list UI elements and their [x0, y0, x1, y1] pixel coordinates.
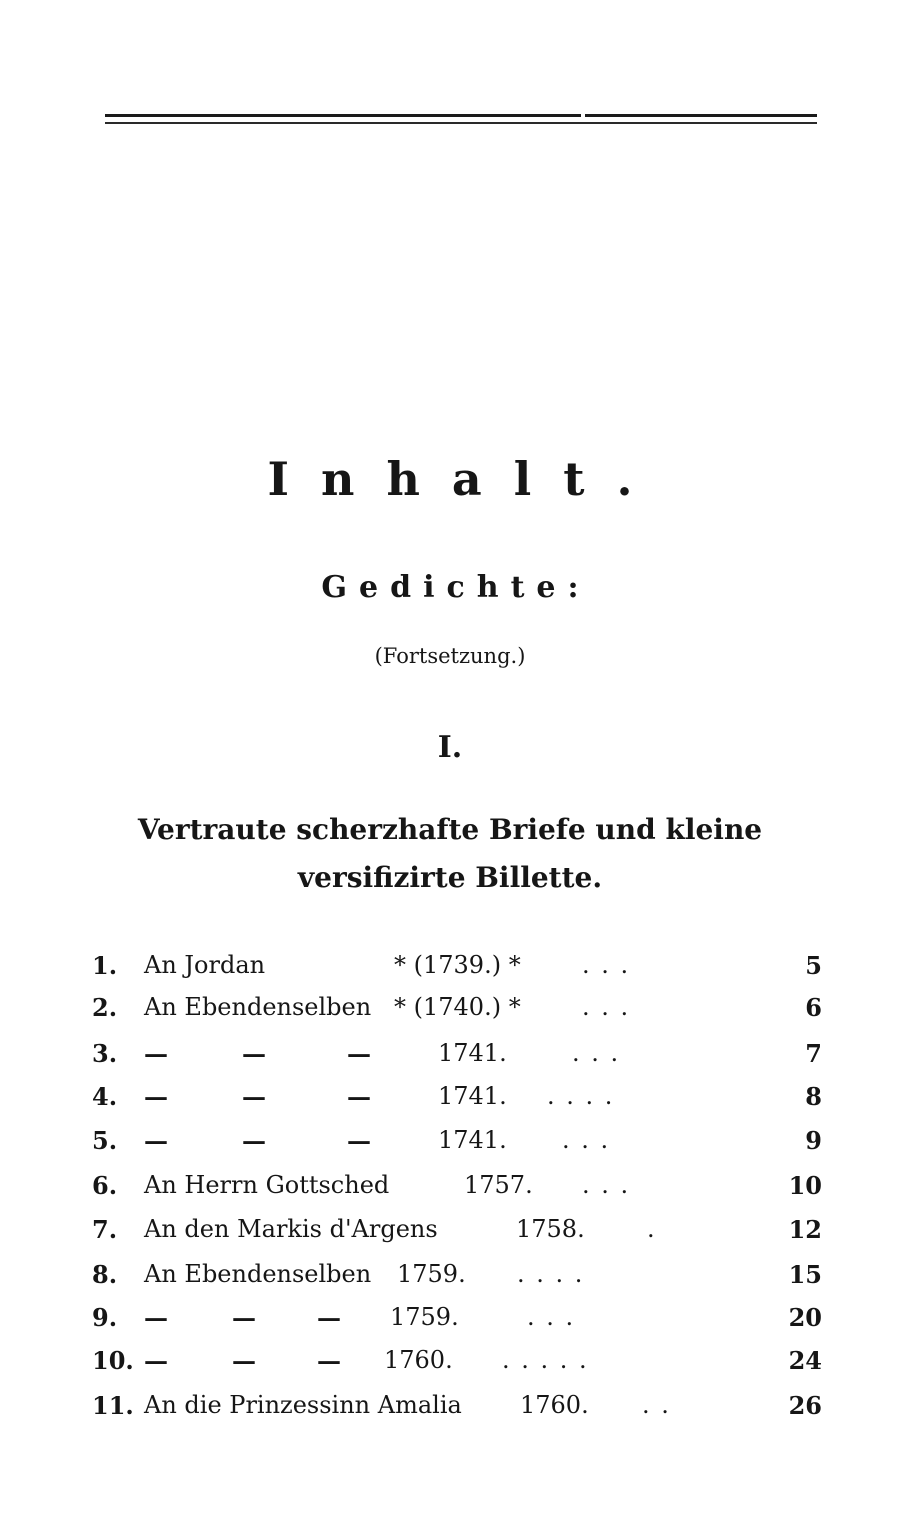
toc-entry-page-number: 15	[788, 1260, 822, 1289]
top-rule-right-segment	[585, 114, 817, 117]
toc-entry-page-number: 8	[805, 1082, 822, 1111]
toc-entry-recipient: An Herrn Gottsched	[144, 1171, 390, 1199]
toc-entry-ditto-dash: —	[232, 1303, 256, 1332]
toc-entry-page-number: 20	[788, 1303, 822, 1332]
toc-entry-number: 7.	[92, 1215, 118, 1244]
toc-entry	[92, 1033, 822, 1073]
toc-entry	[92, 1385, 822, 1425]
page-title: Inhalt.	[267, 452, 665, 506]
toc-entry-leader-dots: . . .	[582, 1171, 631, 1199]
section-title: Gedichte:	[321, 570, 591, 605]
toc-entry-leader-dots: . . . .	[547, 1082, 615, 1110]
part-heading	[0, 806, 900, 902]
toc-entry-number: 8.	[92, 1260, 118, 1289]
toc-entry-page-number: 10	[788, 1171, 822, 1200]
toc-entry-leader-dots: . . .	[582, 993, 631, 1021]
toc-entry-ditto-dash: —	[232, 1346, 256, 1375]
toc-entry	[92, 1297, 822, 1337]
toc-entry-number: 1.	[92, 951, 118, 980]
part-heading-line-1: Vertraute scherzhafte Briefe und kleine	[137, 813, 763, 846]
toc-entry-page-number: 9	[805, 1126, 822, 1155]
toc-entry-ditto-dash: —	[242, 1082, 266, 1111]
toc-entry-recipient: An den Markis d'Argens	[144, 1215, 438, 1243]
toc-entry-leader-dots: . . .	[572, 1039, 621, 1067]
toc-entry-page-number: 6	[805, 993, 822, 1022]
toc-entry	[92, 1120, 822, 1160]
toc-entry-recipient: An Ebendenselben	[144, 1260, 372, 1288]
toc-entry-leader-dots: . . . . .	[502, 1346, 589, 1374]
toc-entry-ditto-dash: —	[242, 1039, 266, 1068]
toc-entry-ditto-dash: —	[347, 1082, 371, 1111]
toc-entry-leader-dots: . . . .	[517, 1260, 585, 1288]
toc-entry-number: 5.	[92, 1126, 118, 1155]
toc-entry-ditto-dash: —	[144, 1039, 168, 1068]
toc-entry-year: 1758.	[516, 1215, 585, 1243]
toc-entry-leader-dots: .	[647, 1215, 657, 1243]
toc-entry-number: 6.	[92, 1171, 118, 1200]
toc-entry	[92, 1165, 822, 1205]
toc-entry-ditto-dash: —	[347, 1039, 371, 1068]
toc-entry	[92, 987, 822, 1027]
toc-entry-year: 1757.	[464, 1171, 533, 1199]
toc-entry-leader-dots: . .	[642, 1391, 671, 1419]
table-of-contents	[92, 945, 822, 1425]
toc-entry-ditto-dash: —	[242, 1126, 266, 1155]
toc-entry-page-number: 7	[805, 1039, 822, 1068]
toc-entry-recipient: An Ebendenselben	[144, 993, 372, 1021]
toc-entry-ditto-dash: —	[144, 1126, 168, 1155]
top-rule	[105, 114, 817, 130]
toc-entry-page-number: 12	[788, 1215, 822, 1244]
toc-entry-year: 1741.	[438, 1082, 507, 1110]
part-heading-line-2: versifizirte Billette.	[297, 861, 603, 894]
toc-entry-leader-dots: . . .	[582, 951, 631, 979]
toc-entry-ditto-dash: —	[317, 1346, 341, 1375]
toc-entry-leader-dots: . . .	[527, 1303, 576, 1331]
continued-note: (Fortsetzung.)	[374, 644, 526, 668]
toc-entry-ditto-dash: —	[144, 1346, 168, 1375]
toc-entry	[92, 945, 822, 985]
toc-entry-year: 1759.	[390, 1303, 459, 1331]
top-rule-thin-line	[105, 122, 817, 124]
toc-entry-recipient: An Jordan	[144, 951, 266, 979]
toc-entry-year: 1760.	[384, 1346, 453, 1374]
toc-entry	[92, 1209, 822, 1249]
toc-entry-number: 11.	[92, 1391, 134, 1420]
toc-entry	[92, 1254, 822, 1294]
toc-entry-year: * (1740.) *	[394, 993, 521, 1021]
toc-entry	[92, 1076, 822, 1116]
toc-entry-page-number: 24	[788, 1346, 822, 1375]
toc-entry-leader-dots: . . .	[562, 1126, 611, 1154]
toc-entry-page-number: 5	[805, 951, 822, 980]
part-number: I.	[437, 730, 463, 765]
toc-entry-number: 4.	[92, 1082, 118, 1111]
toc-entry	[92, 1340, 822, 1380]
toc-entry-number: 9.	[92, 1303, 118, 1332]
top-rule-left-segment	[105, 114, 581, 117]
toc-entry-year: * (1739.) *	[394, 951, 521, 979]
toc-entry-number: 2.	[92, 993, 118, 1022]
toc-entry-ditto-dash: —	[144, 1082, 168, 1111]
toc-entry-number: 10.	[92, 1346, 134, 1375]
toc-entry-page-number: 26	[788, 1391, 822, 1420]
toc-entry-number: 3.	[92, 1039, 118, 1068]
toc-entry-recipient: An die Prinzessinn Amalia	[144, 1391, 462, 1419]
toc-entry-ditto-dash: —	[347, 1126, 371, 1155]
toc-entry-year: 1760.	[520, 1391, 589, 1419]
toc-entry-year: 1741.	[438, 1126, 507, 1154]
toc-entry-year: 1741.	[438, 1039, 507, 1067]
toc-entry-year: 1759.	[397, 1260, 466, 1288]
toc-entry-ditto-dash: —	[317, 1303, 341, 1332]
toc-entry-ditto-dash: —	[144, 1303, 168, 1332]
